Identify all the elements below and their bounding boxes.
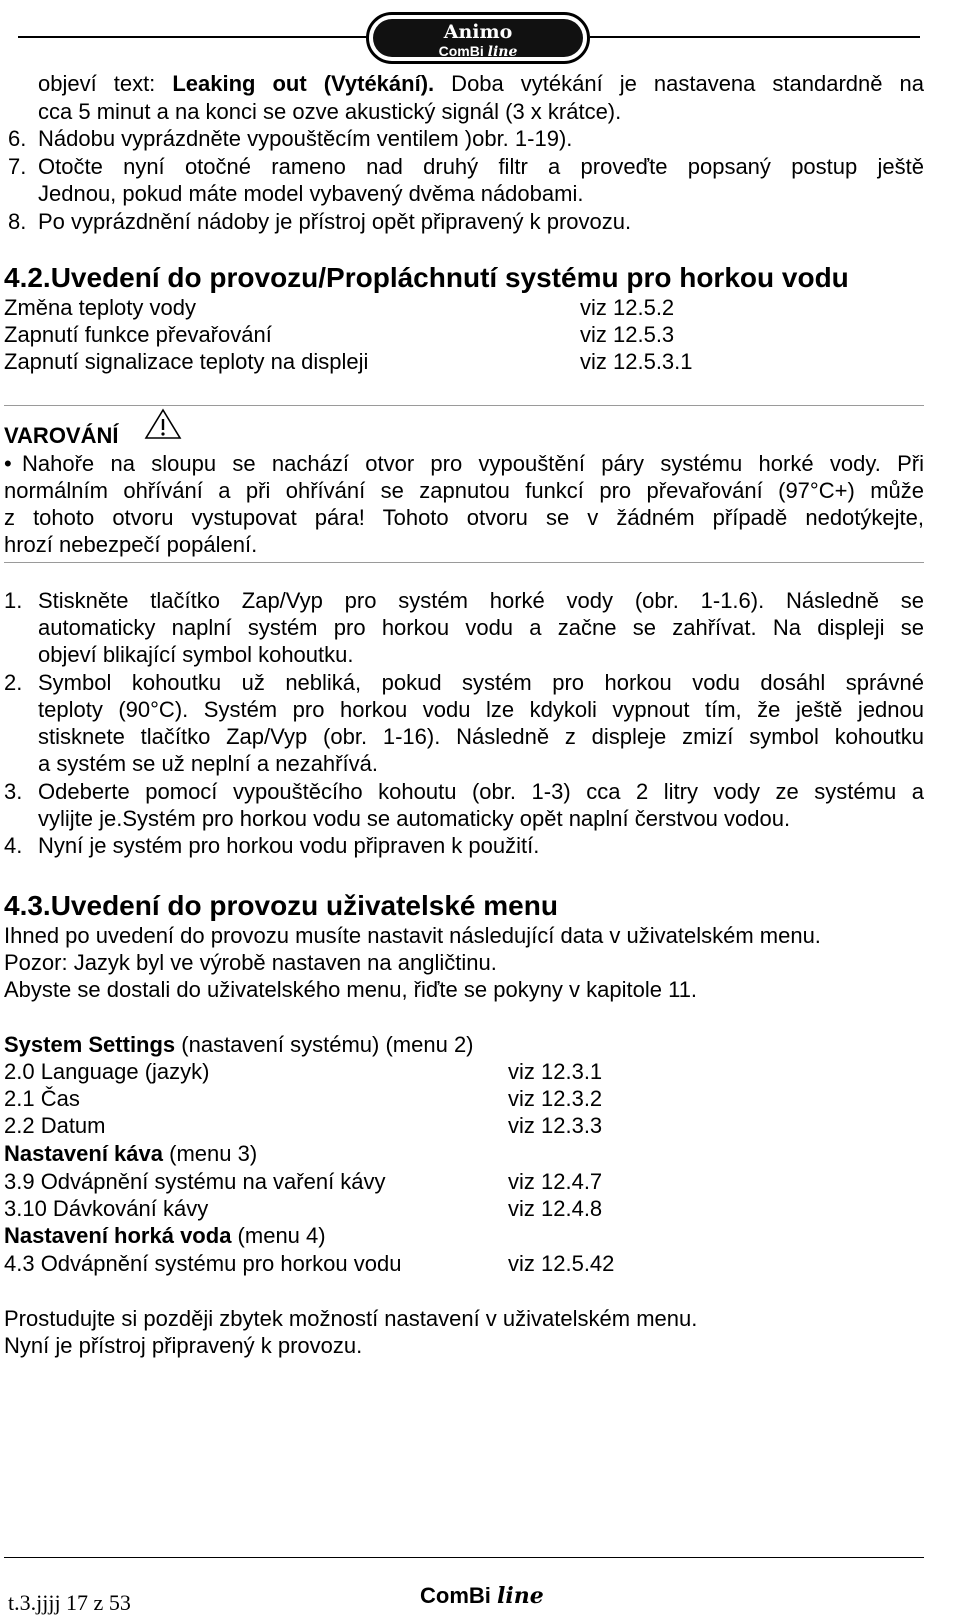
menu-row-label: 3.9 Odvápnění systému na vaření kávy [4,1169,386,1194]
warning-text-line: normálním ohřívání a při ohřívání se zapnutou funkcí pro převařování (97°C+) může [4,478,924,503]
step-line: teploty (90°C). Systém pro horkou vodu lze kdykoli vypnout tím, že ještě jednou [38,697,924,722]
menu-row-ref: viz 12.4.8 [508,1196,603,1221]
ref-label: Zapnutí signalizace teploty na displeji [4,349,369,374]
ref-value: viz 12.5.3 [580,322,675,347]
intro-line-2: cca 5 minut a na konci se ozve akustický signál (3 x krátce). [38,99,622,124]
list-item-num: 7. [8,154,27,179]
paragraph: Ihned po uvedení do provozu musíte nastavit následující data v uživatelském menu. [4,923,821,948]
step-line: Symbol kohoutku už nebliká, pokud systém pro horkou vodu dosáhl správné [38,670,924,695]
menu-row-ref: viz 12.3.1 [508,1059,603,1084]
list-item: Nádobu vyprázdněte vypouštěcím ventilem )obr. 1-19). [38,126,573,151]
logo-combi-text: ComBi line [438,43,518,60]
logo-animo-text: Animo [443,21,513,43]
menu-row-label: 3.10 Dávkování kávy [4,1196,209,1221]
list-item: Otočte nyní otočné rameno nad druhý filtr a proveďte popsaný postup ještě [38,154,924,179]
warning-triangle-icon [144,408,182,440]
step-line: vylijte je.Systém pro horkou vodu se automaticky opět naplní čerstvou vodou. [38,806,791,831]
menu-row-label: 4.3 Odvápnění systému pro horkou vodu [4,1251,402,1276]
section-heading-4-2: 4.2.Uvedení do provozu/Propláchnutí systému pro horkou vodu [4,262,849,293]
list-item-num: 6. [8,126,27,151]
menu-row-ref: viz 12.3.3 [508,1113,603,1138]
step-line: objeví blikající symbol kohoutku. [38,642,354,667]
warning-title: VAROVÁNÍ [4,423,119,448]
footer-page-number: t.3.jjjj 17 z 53 [8,1590,131,1615]
ref-label: Zapnutí funkce převařování [4,322,272,347]
closing-text: Nyní je přístroj připravený k provozu. [4,1333,363,1358]
step-line: Stiskněte tlačítko Zap/Vyp pro systém horké vody (obr. 1-1.6). Následně se [38,588,924,613]
header-rule-left [18,36,368,38]
step-line: a systém se už neplní a nezahřívá. [38,751,378,776]
animo-combi-logo [366,12,590,64]
step-line: Nyní je systém pro horkou vodu připraven k použití. [38,833,540,858]
step-num: 1. [4,588,23,613]
footer-combi-logo: ComBi line [420,1583,544,1609]
ref-value: viz 12.5.2 [580,295,675,320]
menu-row-ref: viz 12.4.7 [508,1169,603,1194]
warning-text-line: hrozí nebezpečí popálení. [4,532,258,557]
menu-group-title: Nastavení káva (menu 3) [4,1141,258,1166]
footer-rule [4,1557,924,1558]
menu-row-ref: viz 12.5.42 [508,1251,615,1276]
menu-row-label: 2.1 Čas [4,1086,80,1111]
intro-line-1: objeví text: Leaking out (Vytékání). Doba vytékání je nastavena standardně na [38,71,924,96]
warning-bullet: • [4,451,12,476]
step-line: stisknete tlačítko Zap/Vyp (obr. 1-16). Následně z displeje zmizí symbol kohoutku [38,724,924,749]
step-line: automaticky naplní systém pro horkou vodu a začne se zahřívat. Na displeji se [38,615,924,640]
closing-text: Prostudujte si později zbytek možností nastavení v uživatelském menu. [4,1306,698,1331]
ref-value: viz 12.5.3.1 [580,349,693,374]
warning-text-line: Nahoře na sloupu se nachází otvor pro vypouštění páry systému horké vody. Při [22,451,924,476]
step-line: Odeberte pomocí vypouštěcího kohoutu (obr. 1-3) cca 2 litry vody ze systému a [38,779,924,804]
section-heading-4-3: 4.3.Uvedení do provozu uživatelské menu [4,890,558,921]
warning-top-rule [4,405,924,406]
list-item: Po vyprázdnění nádoby je přístroj opět připravený k provozu. [38,209,632,234]
menu-group-title: System Settings (nastavení systému) (menu 2) [4,1032,474,1057]
paragraph: Abyste se dostali do uživatelského menu, řiďte se pokyny v kapitole 11. [4,977,698,1002]
header-rule-right [590,36,920,38]
menu-row-ref: viz 12.3.2 [508,1086,603,1111]
menu-row-label: 2.2 Datum [4,1113,106,1138]
menu-row-label: 2.0 Language (jazyk) [4,1059,210,1084]
ref-label: Změna teploty vody [4,295,196,320]
warning-text-line: z tohoto otvoru vystupovat pára! Tohoto otvoru se v žádném případě nedotýkejte, [4,505,924,530]
list-item-num: 8. [8,209,27,234]
step-num: 4. [4,833,23,858]
list-item: Jednou, pokud máte model vybavený dvěma nádobami. [38,181,584,206]
paragraph: Pozor: Jazyk byl ve výrobě nastaven na angličtinu. [4,950,497,975]
warning-bottom-rule [4,562,924,563]
menu-group-title: Nastavení horká voda (menu 4) [4,1223,326,1248]
step-num: 3. [4,779,23,804]
step-num: 2. [4,670,23,695]
